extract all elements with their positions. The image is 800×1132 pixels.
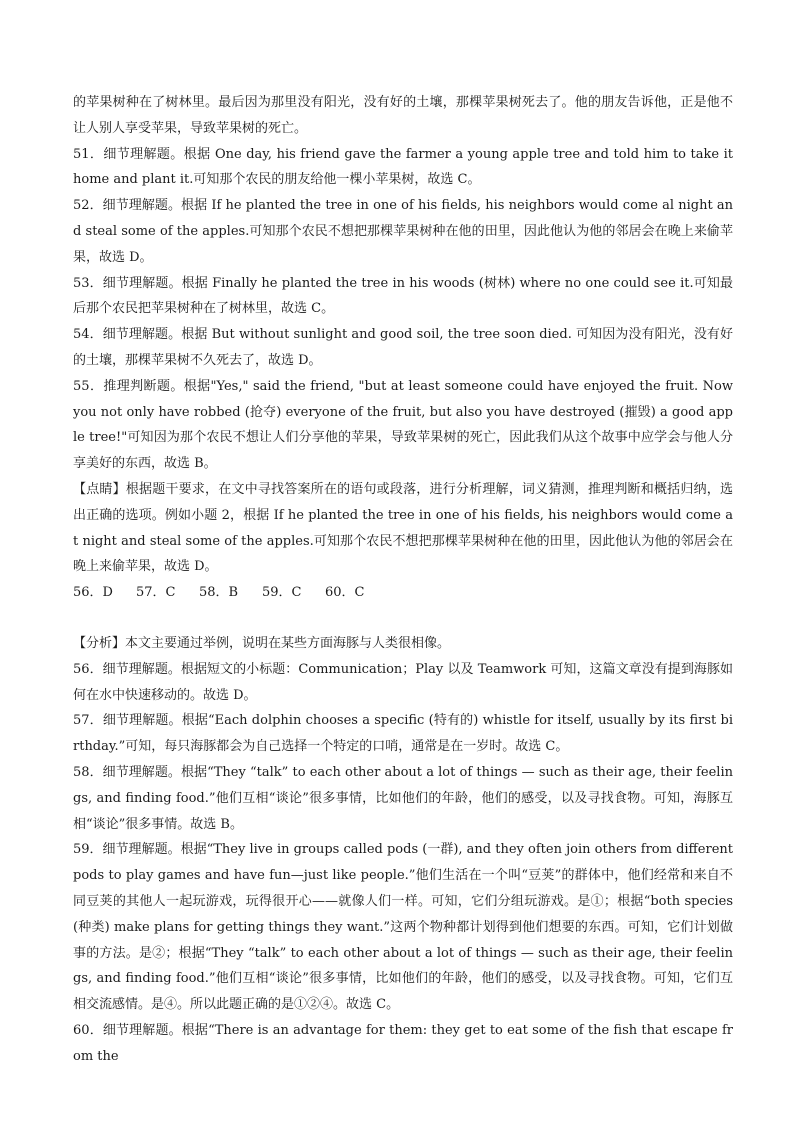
explanation-51: 51．细节理解题。根据 One day, his friend gave the farmer a young apple tree and told him to take it home and plant it.可知那个农民的朋友给他一棵小苹果树，故选 C。 bbox=[73, 146, 733, 188]
paragraph-story-summary: 的苹果树种在了树林里。最后因为那里没有阳光，没有好的土壤，那棵苹果树死去了。他的朋友告诉他，正是他不让人别人享受苹果，导致苹果树的死亡。 bbox=[73, 95, 733, 136]
explanation-60: 60．细节理解题。根据“There is an advantage for them: they get to eat some of the fish that escape from the bbox=[73, 1022, 733, 1064]
explanation-55: 55．推理判断题。根据"Yes," said the friend, "but at least someone could have enjoyed the fruit. Now you not only have robbed (抢夺) everyone of the fruit, but also you have destroyed (摧毁) a good apple tree!"可知因为那个农民不想让人们分享他的苹果，导致苹果树的死亡，因此我们从这个故事中应学会与他人分享美好的东西，故选 B。 bbox=[73, 378, 733, 472]
answer-57: 57．C bbox=[136, 585, 176, 601]
explanation-57: 57．细节理解题。根据“Each dolphin chooses a specific (特有的) whistle for itself, usually by its first birthday.”可知，每只海豚都会为自己选择一个特定的口哨，通常是在一岁时。故选 C。 bbox=[73, 713, 733, 755]
answer-60: 60．C bbox=[325, 585, 365, 601]
explanation-59: 59．细节理解题。根据“They live in groups called pods (一群), and they often join others from different pods to play games and have fun—just like people.”他们生活在一个叫“豆荚”的群体中，他们经常和来自不同豆荚的其他人一起玩游戏，玩得很开心——就像人们一样。可知，它们分组玩游戏。是①；根据“both species (种类) make plans for getting things they want.”这两个物种都计划得到他们想要的东西。可知，它们计划做事的方法。是②；根据“They “talk” to each other about a lot of things — such as their age, their feelings, and finding food.”他们互相“谈论”很多事情，比如他们的年龄，他们的感受，以及寻找食物。可知，它们互相交流感情。是④。所以此题正确的是①②④。故选 C。 bbox=[73, 842, 733, 1013]
explanation-53: 53．细节理解题。根据 Finally he planted the tree in his woods (树林) where no one could see it.可知最后那个农民把苹果树种在了树林里，故选 C。 bbox=[73, 275, 733, 317]
analysis-heading: 【分析】本文主要通过举例，说明在某些方面海豚与人类很相像。 bbox=[73, 635, 451, 651]
blank-spacer bbox=[73, 606, 733, 631]
key-point-note: 【点睛】根据题干要求，在文中寻找答案所在的语句或段落，进行分析理解，词义猜测，推理判断和概括归纳，选出正确的选项。例如小题 2，根据 If he planted the tree in one of his fields, his neighbors would come at night and steal some of the apples.可知那个农民不想把那棵苹果树种在他的田里，因此他认为他的邻居会在晚上来偷苹果，故选 D。 bbox=[73, 481, 733, 575]
explanation-54: 54．细节理解题。根据 But without sunlight and good soil, the tree soon died. 可知因为没有阳光，没有好的土壤，那棵苹果树不久死去了，故选 D。 bbox=[73, 327, 733, 368]
answer-key-row bbox=[73, 580, 733, 606]
document-page bbox=[73, 90, 733, 1069]
answer-58: 58．B bbox=[199, 585, 239, 601]
explanation-58: 58．细节理解题。根据“They “talk” to each other about a lot of things — such as their age, their feelings, and finding food.”他们互相“谈论”很多事情，比如他们的年龄，他们的感受，以及寻找食物。可知，海豚互相“谈论”很多事情。故选 B。 bbox=[73, 764, 733, 832]
explanation-56: 56．细节理解题。根据短文的小标题：Communication；Play 以及 Teamwork 可知，这篇文章没有提到海豚如何在水中快速移动的。故选 D。 bbox=[73, 661, 733, 703]
answer-56: 56．D bbox=[73, 585, 113, 601]
explanation-52: 52．细节理解题。根据 If he planted the tree in one of his fields, his neighbors would come al night and steal some of the apples.可知那个农民不想把那棵苹果树种在他的田里，因此他认为他的邻居会在晚上来偷苹果，故选 D。 bbox=[73, 198, 733, 265]
answer-59: 59．C bbox=[262, 585, 302, 601]
